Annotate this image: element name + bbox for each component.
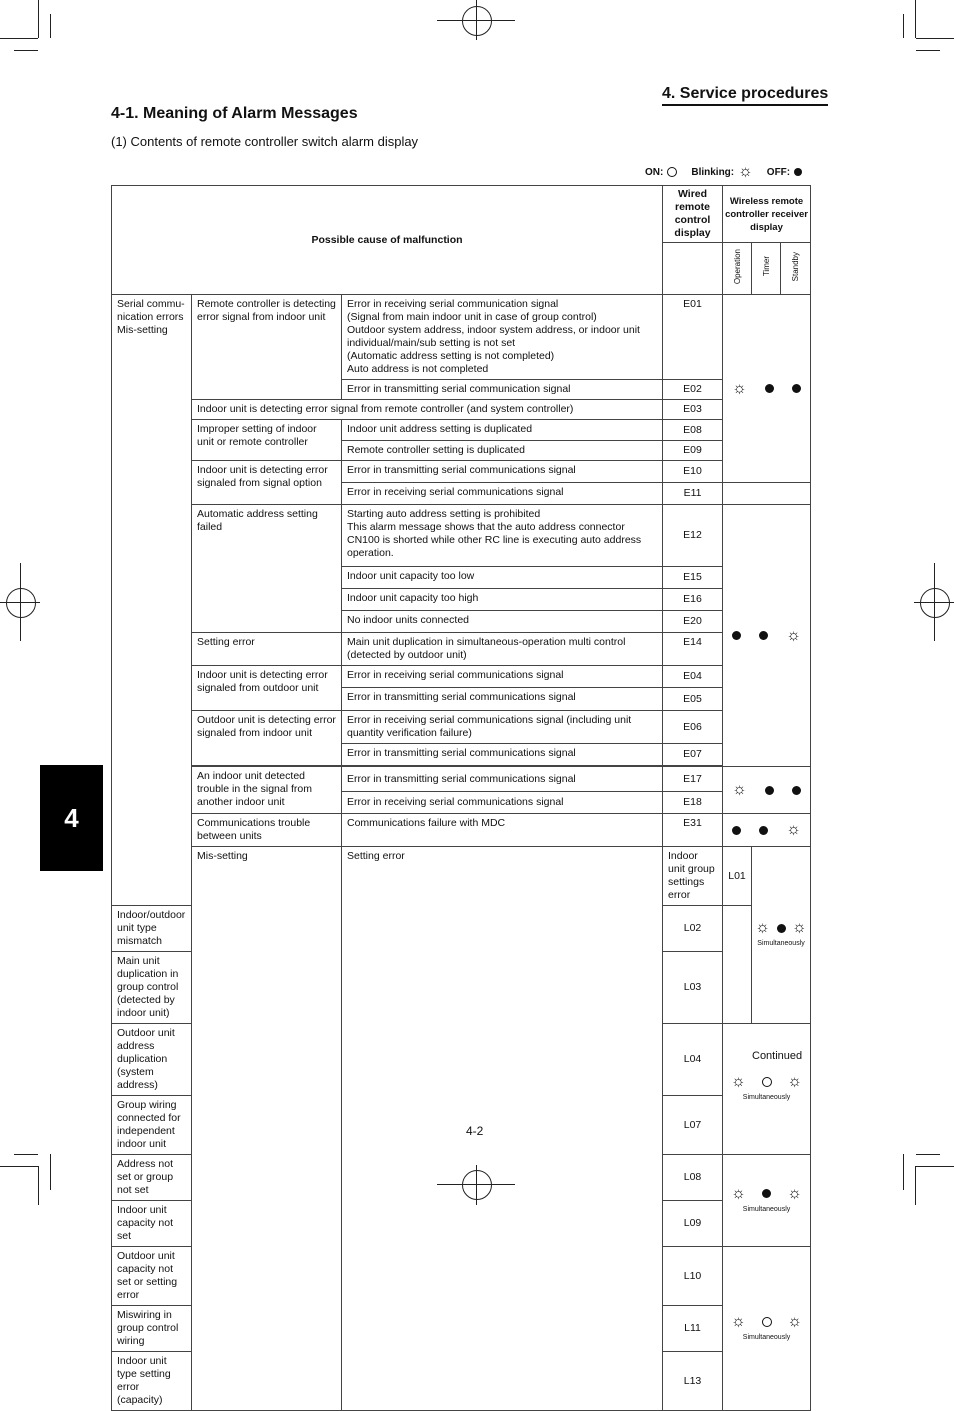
header-wireless: Wireless remote controller receiver display <box>723 186 811 243</box>
crop-mark <box>0 38 38 39</box>
blinking-icon: ☼ <box>787 1073 803 1090</box>
simultaneously-note: Simultaneously <box>757 940 805 947</box>
crop-mark <box>14 50 38 51</box>
error-code: L07 <box>663 1096 723 1155</box>
description: Error in transmitting serial communications signal <box>347 464 576 476</box>
description: No indoor units connected <box>347 614 469 626</box>
description: Error in receiving serial communications signal <box>347 669 564 681</box>
indicator-group <box>723 1186 810 1202</box>
description: Indoor unit address setting is duplicated <box>347 423 533 435</box>
cause-label: Improper setting of indoor unit or remote controller <box>197 423 317 448</box>
description: Error in transmitting serial communications signal <box>347 772 576 785</box>
cause-label: Automatic address setting failed <box>197 508 318 533</box>
crop-mark <box>934 563 935 641</box>
blinking-icon: ☼ <box>730 1073 746 1090</box>
crop-mark <box>915 0 916 38</box>
error-code: E16 <box>663 589 723 611</box>
description: Group wiring connected for independent indoor unit <box>117 1099 181 1150</box>
on-circle-icon <box>762 1077 772 1087</box>
crop-mark <box>903 1154 904 1190</box>
error-code: L09 <box>663 1201 723 1247</box>
error-code: E15 <box>663 567 723 589</box>
blinking-icon: ☼ <box>732 781 747 798</box>
page-number: 4-2 <box>466 1124 484 1138</box>
on-circle-icon <box>667 167 677 177</box>
crop-mark <box>20 563 21 641</box>
off-dot-icon <box>777 924 786 933</box>
cause-label: Indoor unit is detecting error signal from remote controller (and system controller) <box>197 403 574 415</box>
error-code: L08 <box>663 1155 723 1201</box>
crop-mark <box>915 1166 916 1205</box>
description: Address not set or group not set <box>117 1158 174 1196</box>
blinking-icon: ☼ <box>755 919 770 936</box>
error-code: E18 <box>663 792 723 814</box>
legend-off-label: OFF: <box>766 166 791 178</box>
description: Outdoor unit capacity not set or setting error <box>117 1250 178 1301</box>
blinking-icon: ☼ <box>731 1184 746 1202</box>
crop-mark <box>50 14 51 38</box>
cause-label: Remote controller is detecting error signal from indoor unit <box>197 298 336 323</box>
off-dot-icon <box>792 384 801 393</box>
error-code: E05 <box>663 688 723 711</box>
blinking-icon: ☼ <box>786 626 801 644</box>
description: Error in receiving serial communications signal <box>347 796 564 808</box>
crop-mark <box>38 0 39 38</box>
error-code: L01 <box>723 847 752 906</box>
page-title: 4-1. Meaning of Alarm Messages <box>111 105 358 122</box>
error-code: E31 <box>683 817 702 829</box>
header-operation: Operation <box>732 248 742 285</box>
description: Indoor unit capacity not set <box>117 1204 174 1242</box>
error-code: E03 <box>663 400 723 420</box>
description: Error in receiving serial communication signal (Signal from main indoor unit in case of group control) Outdoor system address, indoor system address, or indoor unit individual/main/sub setting is not set (Automatic address setting is not completed) Auto address is not completed <box>347 298 640 375</box>
error-code: E02 <box>663 380 723 400</box>
off-dot-icon <box>765 786 774 795</box>
description: Error in receiving serial communications signal (including unit quantity verification failure) <box>347 714 632 739</box>
blinking-icon: ☼ <box>730 1312 746 1330</box>
error-code: E17 <box>663 767 723 792</box>
simultaneously-note: Simultaneously <box>742 1094 791 1101</box>
registration-mark <box>920 588 950 618</box>
description: Main unit duplication in simultaneous-operation multi control (detected by outdoor unit) <box>347 636 626 661</box>
registration-mark <box>6 588 36 618</box>
blinking-icon: ☼ <box>787 1312 803 1330</box>
legend-on-label: ON: <box>645 166 664 178</box>
description: Indoor/outdoor unit type mismatch <box>117 909 186 947</box>
description: Remote controller setting is duplicated <box>347 444 526 456</box>
section-title: 4. Service procedures <box>662 85 828 106</box>
description: Indoor unit type setting error (capacity) <box>117 1355 171 1406</box>
group-missetting-label: Mis-setting <box>197 850 248 862</box>
description: Outdoor unit address duplication (system address) <box>117 1027 175 1091</box>
off-dot-icon <box>765 384 774 393</box>
error-code: E20 <box>663 611 723 633</box>
error-code: E08 <box>663 420 723 441</box>
cause-label: Indoor unit is detecting error signaled from signal option <box>197 464 328 489</box>
indicator-group <box>723 822 810 838</box>
description: Error in transmitting serial communication signal <box>347 383 571 395</box>
off-dot-icon <box>762 1189 771 1198</box>
error-code: L11 <box>663 1306 723 1352</box>
off-dot-icon <box>732 631 741 640</box>
error-code: E10 <box>663 461 723 483</box>
crop-mark <box>916 1154 940 1155</box>
description: Starting auto address setting is prohibited This alarm message shows that the auto address connector CN100 is shorted while other RC line is executing auto address operation. <box>347 508 642 559</box>
error-code: L04 <box>663 1024 723 1096</box>
blinking-icon: ☼ <box>792 919 807 936</box>
description: Miswiring in group control wiring <box>117 1309 179 1347</box>
error-code: E01 <box>683 298 702 310</box>
registration-mark <box>462 6 492 36</box>
alarm-table <box>111 185 811 1411</box>
continued-label: Continued <box>752 1050 803 1062</box>
cause-label: Communications trouble between units <box>197 817 311 842</box>
legend <box>645 164 802 180</box>
off-dot-icon <box>794 168 802 176</box>
crop-mark <box>14 1154 38 1155</box>
header-timer: Timer <box>761 256 771 277</box>
error-code: L03 <box>663 952 723 1024</box>
blinking-icon: ☼ <box>738 163 753 180</box>
indicator-group <box>723 1074 810 1090</box>
error-code: E06 <box>663 711 723 744</box>
cause-label: Indoor unit is detecting error signaled from outdoor unit <box>197 669 328 694</box>
crop-mark <box>476 0 477 40</box>
indicator-group <box>723 381 810 397</box>
blinking-icon: ☼ <box>786 821 801 838</box>
off-dot-icon <box>792 786 801 795</box>
off-dot-icon <box>759 826 768 835</box>
error-code: E11 <box>663 483 723 505</box>
on-circle-icon <box>762 1317 772 1327</box>
description: Error in transmitting serial communications signal <box>347 691 576 703</box>
off-dot-icon <box>759 631 768 640</box>
crop-mark <box>38 1166 39 1205</box>
error-code: E14 <box>683 636 702 648</box>
description: Indoor unit capacity too low <box>347 570 475 582</box>
description: Error in receiving serial communications signal <box>347 486 564 498</box>
error-code: L02 <box>663 906 723 952</box>
error-code: E09 <box>663 441 723 461</box>
group-serial-label: Serial commu- nication errors Mis-setting <box>117 298 185 336</box>
indicator-group <box>723 782 810 798</box>
chapter-tab: 4 <box>40 765 103 871</box>
description: Indoor unit group settings error <box>668 850 715 901</box>
off-dot-icon <box>732 826 741 835</box>
simultaneously-note: Simultaneously <box>742 1205 791 1213</box>
description: Main unit duplication in group control (detected by indoor unit) <box>117 955 179 1019</box>
header-wired: Wired remote control display <box>663 186 723 243</box>
crop-mark <box>903 14 904 38</box>
error-code: E12 <box>663 505 723 567</box>
crop-mark <box>0 1166 38 1167</box>
cause-label: Setting error <box>197 636 255 648</box>
crop-mark <box>916 38 954 39</box>
error-code: L10 <box>663 1247 723 1306</box>
simultaneously-note: Simultaneously <box>742 1333 791 1341</box>
cause-label: An indoor unit detected trouble in the signal from another indoor unit <box>197 770 312 808</box>
indicator-group <box>723 628 810 644</box>
header-cause: Possible cause of malfunction <box>112 186 663 295</box>
indicator-group <box>723 1314 810 1330</box>
error-code: E04 <box>663 666 723 688</box>
blinking-icon: ☼ <box>787 1184 802 1202</box>
crop-mark <box>50 1154 51 1190</box>
cause-label: Setting error <box>347 850 405 862</box>
description: Error in transmitting serial communications signal <box>347 747 576 759</box>
error-code: L13 <box>663 1352 723 1411</box>
subtitle: (1) Contents of remote controller switch alarm display <box>111 134 419 149</box>
cause-label: Outdoor unit is detecting error signaled from indoor unit <box>197 714 336 739</box>
header-standby: Standby <box>791 251 801 282</box>
crop-mark <box>916 1166 954 1167</box>
description: Communications failure with MDC <box>347 817 506 829</box>
indicator-group <box>752 920 810 936</box>
legend-blinking-label: Blinking: <box>691 166 735 178</box>
error-code: E07 <box>663 744 723 766</box>
description: Indoor unit capacity too high <box>347 592 479 604</box>
crop-mark <box>916 50 940 51</box>
blinking-icon: ☼ <box>732 379 747 397</box>
